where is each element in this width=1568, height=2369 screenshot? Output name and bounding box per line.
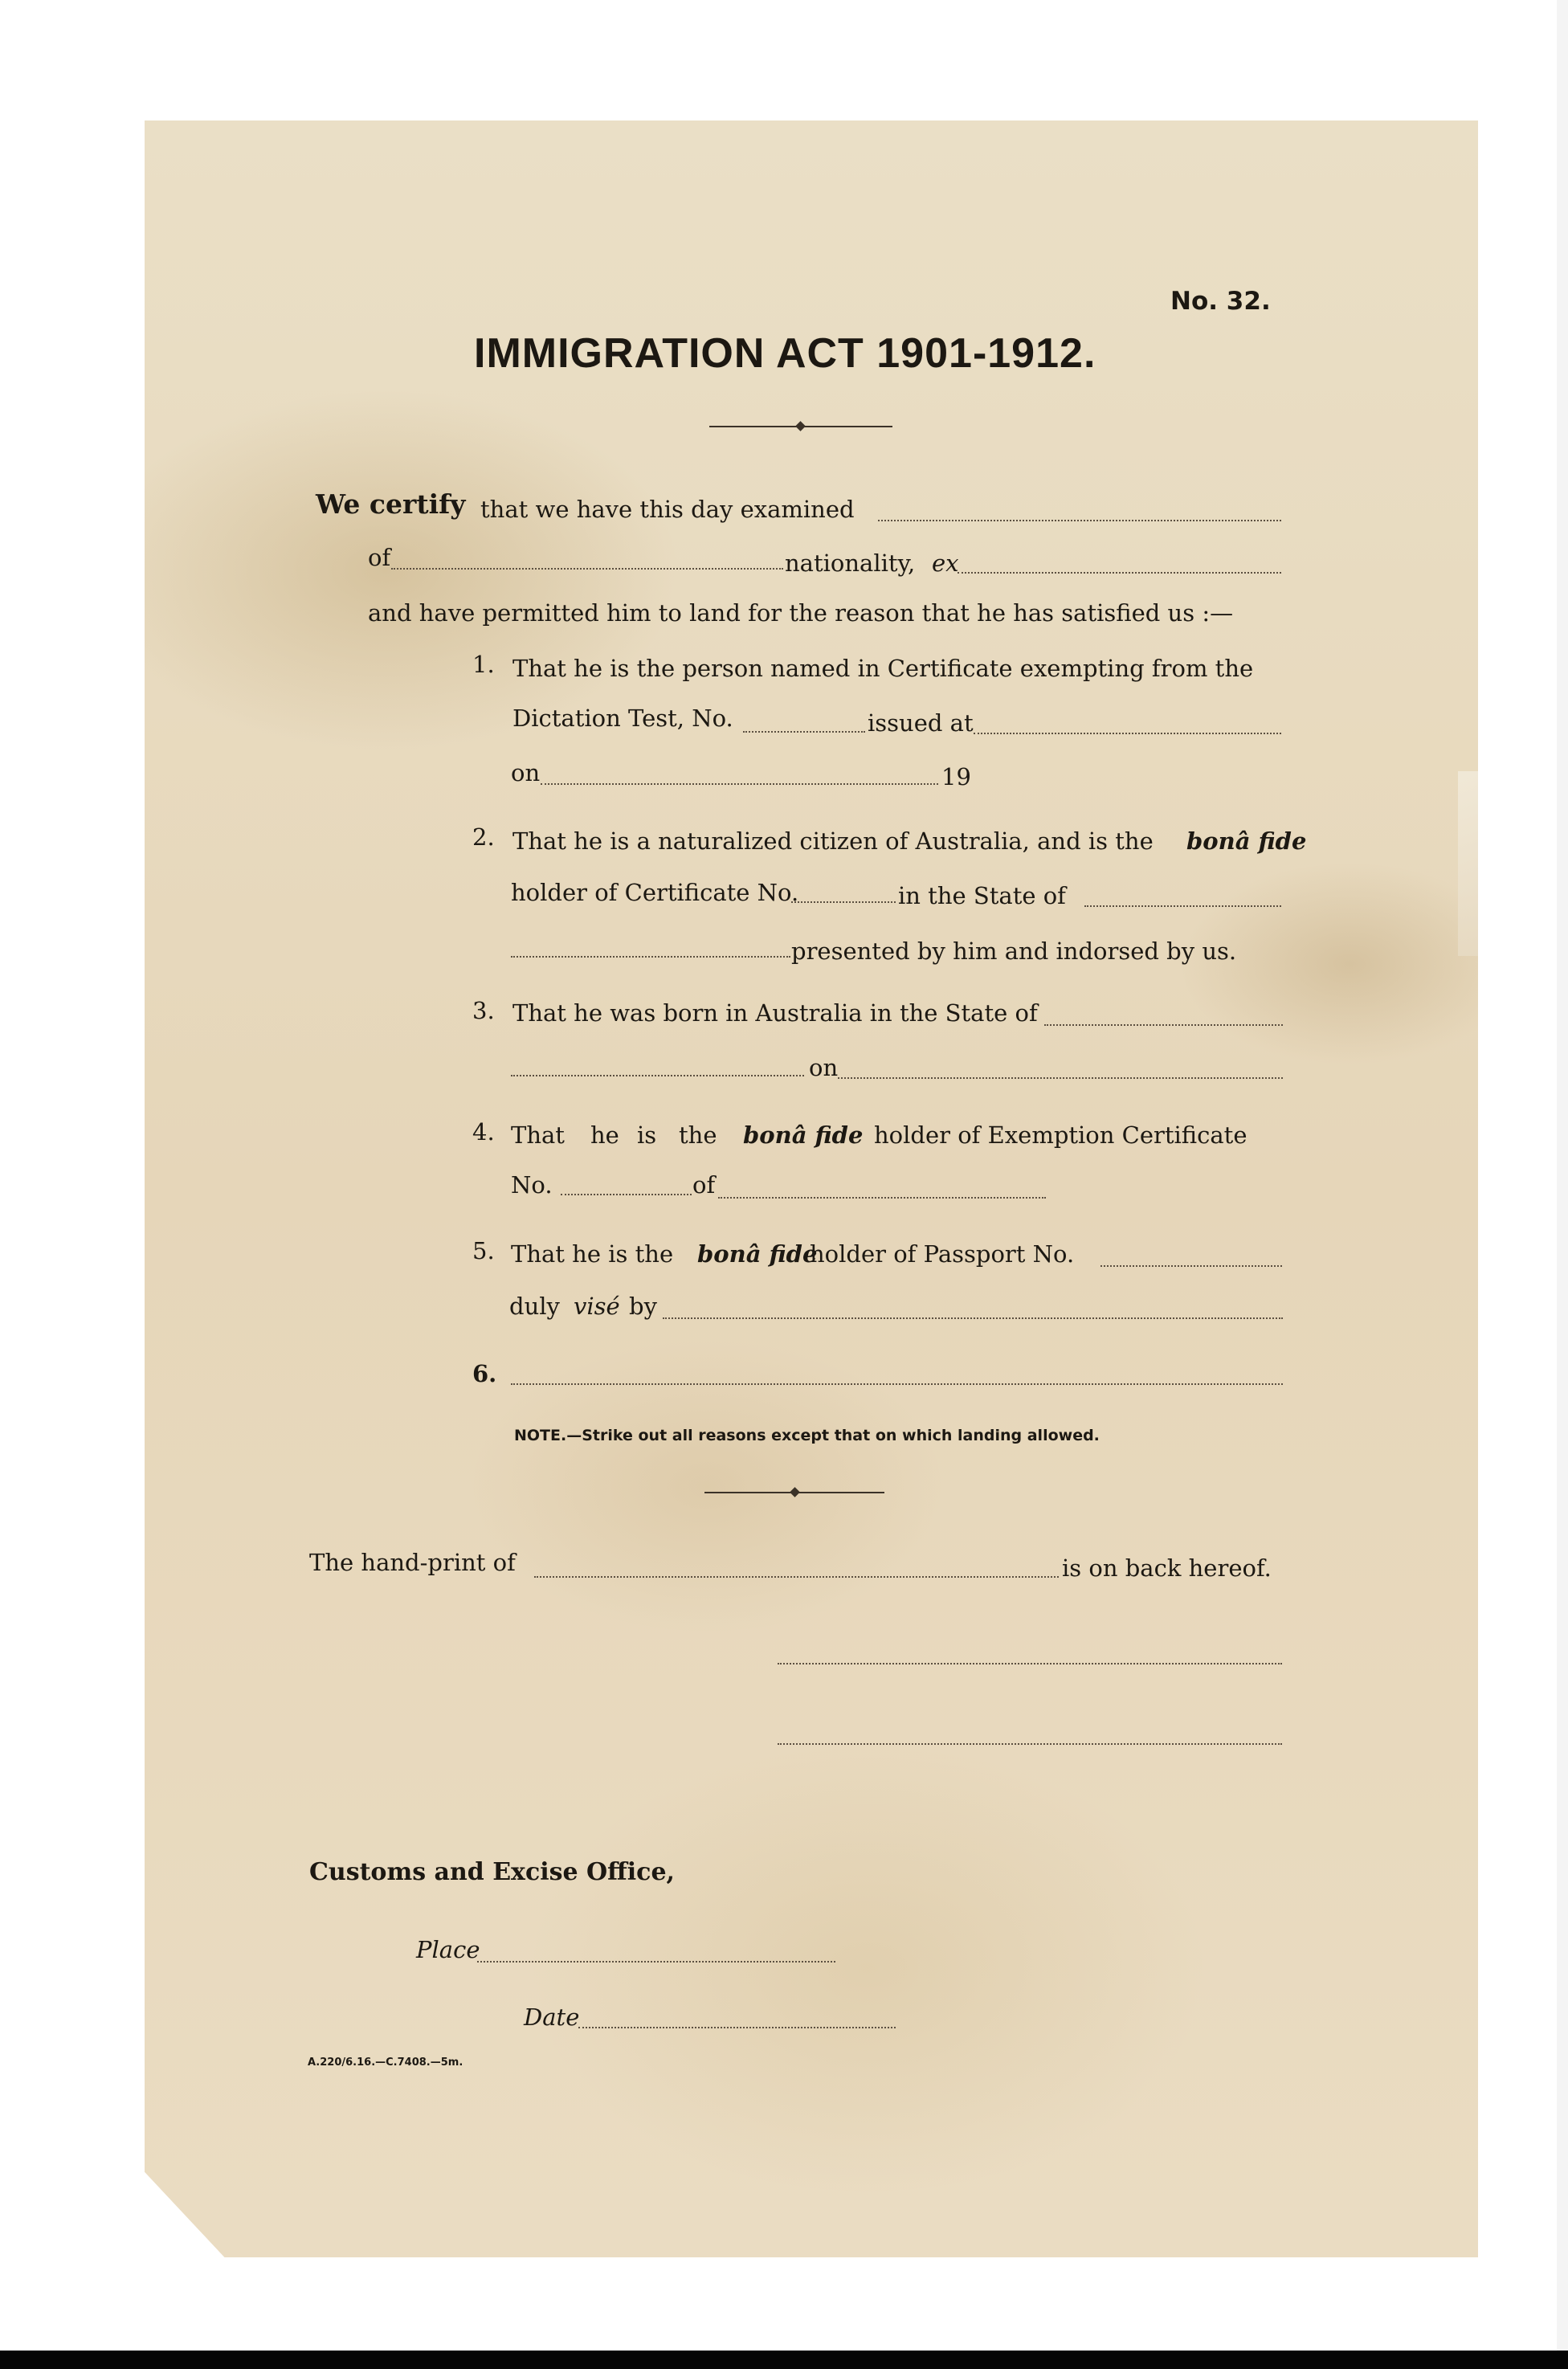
- exemption-no-field[interactable]: [561, 1194, 692, 1195]
- reason-3-number: 3.: [472, 997, 495, 1024]
- certificate-holder-label: holder of Certificate No.: [511, 879, 799, 906]
- office-heading: Customs and Excise Office,: [309, 1858, 675, 1886]
- state-label: in the State of: [898, 882, 1066, 909]
- examined-field[interactable]: [878, 520, 1281, 521]
- on-date-field[interactable]: [541, 783, 938, 785]
- birth-place-field[interactable]: [511, 1075, 804, 1076]
- reason-6-field[interactable]: [511, 1383, 1283, 1385]
- scan-edge: [1557, 0, 1568, 2369]
- certify-text: that we have this day examined: [480, 496, 855, 523]
- exemption-of-label: of: [692, 1171, 716, 1199]
- page-title: IMMIGRATION ACT 1901-1912.: [474, 330, 1096, 377]
- reason-5-that: That he is the: [511, 1240, 674, 1268]
- print-code: A.220/6.16.—C.7408.—5m.: [308, 2057, 463, 2069]
- birth-state-field[interactable]: [1044, 1024, 1283, 1026]
- reason-6-number: 6.: [472, 1360, 497, 1387]
- reason-4-the: the: [679, 1121, 717, 1149]
- bona-fide-4: bonâ fide: [743, 1121, 864, 1149]
- ex-field[interactable]: [958, 572, 1281, 574]
- born-on-label: on: [809, 1054, 839, 1081]
- issued-at-label: issued at: [868, 709, 974, 737]
- handprint-name-field[interactable]: [534, 1576, 1059, 1578]
- document-page: [145, 120, 1478, 2257]
- nationality-label: nationality,: [785, 549, 916, 577]
- exemption-holder-label: holder of Exemption Certificate: [874, 1121, 1247, 1149]
- permitted-text: and have permitted him to land for the reason that he has satisfied us :—: [368, 599, 1234, 627]
- scan-border: [0, 2351, 1568, 2369]
- by-label: by: [629, 1293, 657, 1320]
- year-label: 19: [941, 763, 971, 790]
- bona-fide-2: bonâ fide: [1186, 827, 1307, 855]
- reason-2-text: That he is a naturalized citizen of Australia, and is the: [512, 827, 1154, 855]
- reason-4-is: is: [637, 1121, 657, 1149]
- form-number: No. 32.: [1170, 287, 1271, 316]
- exemption-of-field[interactable]: [718, 1197, 1046, 1199]
- of-label: of: [368, 544, 391, 571]
- signature-line-1[interactable]: [778, 1663, 1282, 1664]
- handprint-lead: The hand-print of: [309, 1549, 516, 1576]
- certify-lead: We certify: [316, 488, 466, 520]
- paper-patch: [1458, 771, 1568, 956]
- passport-holder-label: holder of Passport No.: [810, 1240, 1075, 1268]
- issued-at-field[interactable]: [974, 733, 1281, 734]
- duly-label: duly: [509, 1293, 560, 1320]
- state-field-cont[interactable]: [511, 956, 790, 958]
- reason-1-text: That he is the person named in Certificate exempting from the: [512, 655, 1254, 682]
- reason-5-number: 5.: [472, 1237, 495, 1264]
- dictation-label: Dictation Test, No.: [512, 705, 733, 732]
- signature-line-2[interactable]: [778, 1743, 1282, 1745]
- bona-fide-5: bonâ fide: [697, 1240, 818, 1268]
- on-label: on: [511, 759, 541, 786]
- presented-text: presented by him and indorsed by us.: [791, 937, 1237, 965]
- place-field[interactable]: [477, 1961, 835, 1963]
- place-label: Place: [416, 1936, 480, 1963]
- reason-4-number: 4.: [472, 1118, 495, 1146]
- reason-1-number: 1.: [472, 651, 495, 678]
- state-field[interactable]: [1084, 905, 1281, 907]
- date-label: Date: [524, 2003, 580, 2031]
- vise-by-field[interactable]: [663, 1317, 1283, 1319]
- handprint-tail: is on back hereof.: [1062, 1554, 1272, 1582]
- date-field[interactable]: [578, 2027, 896, 2028]
- reason-4-he: he: [590, 1121, 619, 1149]
- reason-3-text: That he was born in Australia in the State of: [512, 999, 1038, 1027]
- born-on-field[interactable]: [838, 1077, 1283, 1079]
- passport-no-field[interactable]: [1100, 1265, 1282, 1267]
- vise-label: visé: [574, 1293, 620, 1320]
- dictation-no-field[interactable]: [743, 731, 865, 733]
- reason-2-number: 2.: [472, 823, 495, 851]
- exemption-no-label: No.: [511, 1171, 553, 1199]
- certificate-no-field[interactable]: [791, 901, 896, 903]
- reason-4-that: That: [511, 1121, 565, 1149]
- ex-label: ex: [932, 549, 959, 577]
- of-field[interactable]: [391, 568, 783, 570]
- note-text: NOTE.—Strike out all reasons except that on which landing allowed.: [514, 1427, 1100, 1444]
